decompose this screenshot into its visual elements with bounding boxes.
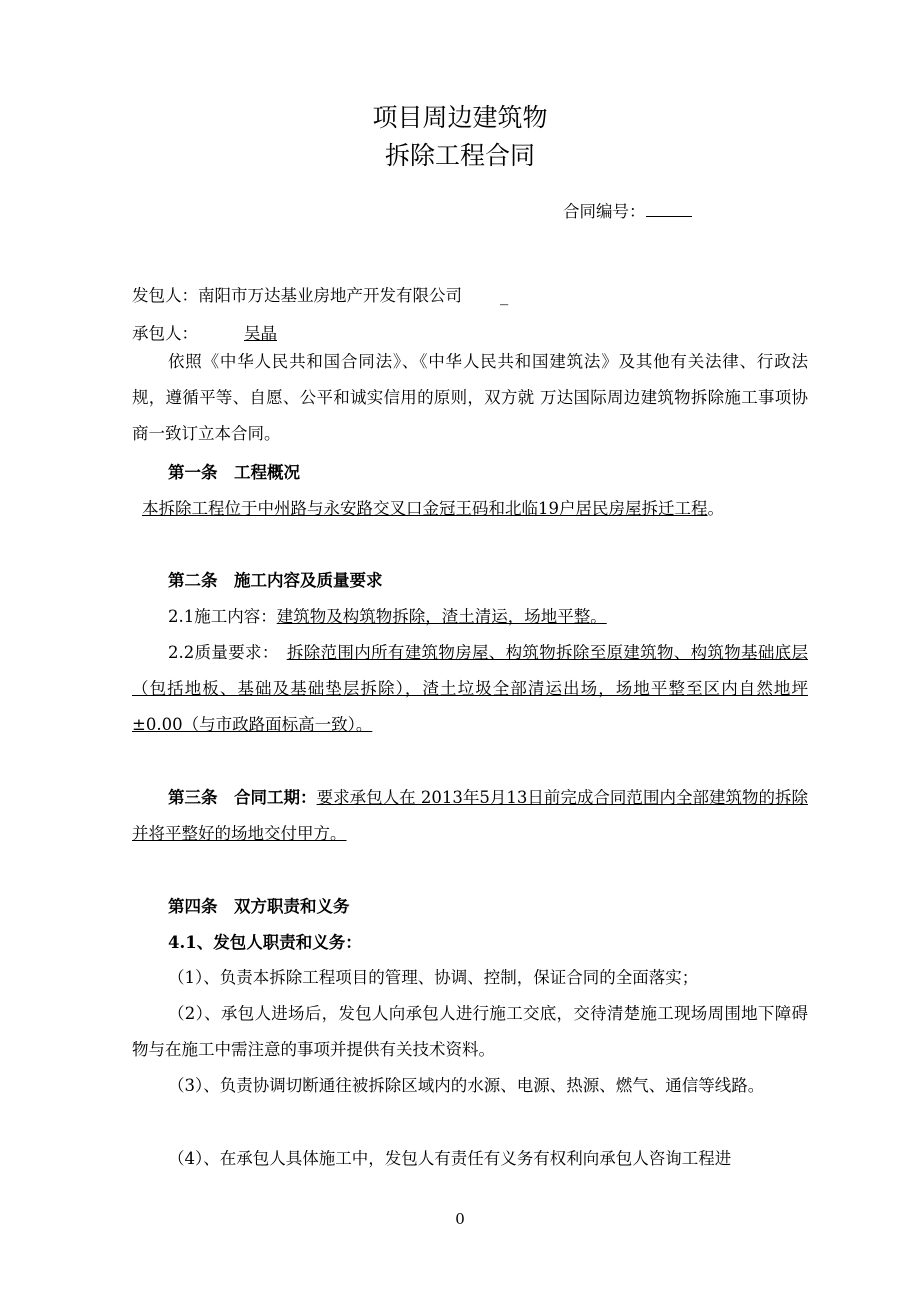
- article-2-1-body: 建筑物及构筑物拆除，渣土清运，场地平整。: [276, 607, 607, 626]
- article-1-text: 本拆除工程位于中州路与永安路交叉口金冠王码和北临19户居民房屋拆迁工程: [142, 499, 708, 518]
- item-2: （2）、承包人进场后，发包人向承包人进行施工交底，交待清楚施工现场周围地下障碍物与在施工中需注意的事项并提供有关技术资料。: [132, 1004, 808, 1059]
- article-2-2: [132, 635, 808, 743]
- employer-label: 发包人：: [132, 286, 198, 305]
- article-2-2-label: 2.2质量要求：: [168, 643, 279, 662]
- article-1-heading: 第一条 工程概况: [168, 463, 300, 482]
- document-title-line-2: 拆除工程合同: [384, 141, 535, 170]
- document-title-line-1: 项目周边建筑物: [372, 103, 548, 132]
- contract-number-label: 合同编号：: [563, 202, 646, 221]
- page-number: 0: [455, 1210, 465, 1228]
- article-2-heading: 第二条 施工内容及质量要求: [168, 571, 383, 590]
- article-2-1: [168, 605, 607, 629]
- item-3: （3）、负责协调切断通往被拆除区域内的水源、电源、热源、燃气、通信等线路。: [168, 1076, 765, 1095]
- employer-tail: _: [500, 286, 509, 305]
- contractor-name: 吴晶: [244, 324, 277, 343]
- employer-line: [132, 284, 508, 308]
- article-4-1-heading: 4.1、发包人职责和义务：: [168, 933, 362, 952]
- article-4-heading: 第四条 双方职责和义务: [168, 897, 350, 916]
- contract-number: [563, 198, 692, 224]
- article-2-1-label: 2.1施工内容：: [168, 607, 277, 626]
- article-3-body: 要求承包人在 2013年5月13日前完成合同范围内全部建筑物的拆除并将平整好的场地交付甲方。: [132, 788, 809, 843]
- contractor-name-field: [198, 324, 295, 343]
- contract-number-blank: [646, 198, 692, 217]
- item-1: （1）、负责本拆除工程项目的管理、协调、控制，保证合同的全面落实；: [168, 968, 699, 987]
- article-3: [132, 780, 808, 852]
- intro-paragraph: 依照《中华人民共和国合同法》、《中华人民共和国建筑法》及其他有关法律、行政法规，遵循平等、自愿、公平和诚实信用的原则，双方就 万达国际周边建筑物拆除施工事项协商一致订立本合同。: [132, 352, 808, 443]
- contractor-line: [132, 322, 295, 346]
- employer-name: 南阳市万达基业房地产开发有限公司: [198, 286, 462, 305]
- item-4: （4）、在承包人具体施工中，发包人有责任有义务有权利向承包人咨询工程进: [168, 1149, 732, 1168]
- article-3-heading: 第三条 合同工期：: [168, 788, 317, 807]
- article-1-body: 本拆除工程位于中州路与永安路交叉口金冠王码和北临19户居民房屋拆迁工程。: [132, 491, 808, 527]
- article-2-2-body: 拆除范围内所有建筑物房屋、构筑物拆除至原建筑物、构筑物基础底层（包括地板、基础及基础垫层拆除），渣土垃圾全部清运出场，场地平整至区内自然地坪±0.00（与市政路面标高一致）。: [132, 643, 809, 734]
- contractor-label: 承包人：: [132, 324, 198, 343]
